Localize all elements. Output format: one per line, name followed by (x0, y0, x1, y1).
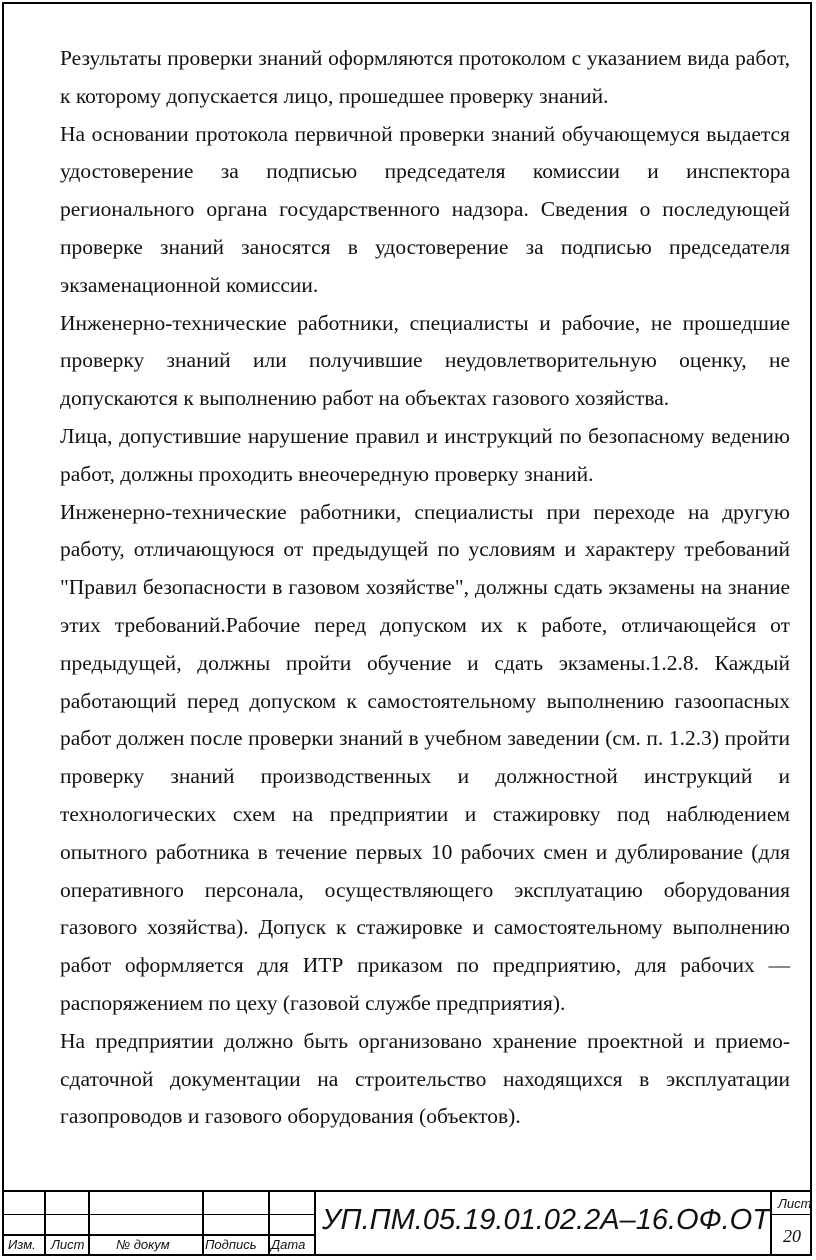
sheet-number: 20 (783, 1226, 801, 1246)
paragraph: Инженерно-технические работники, специалисты и рабочие, не прошедшие проверку знаний или получившие неудовлетворительную оценку, не допускаются к выполнению работ на объектах газового хозяйства. (60, 310, 790, 411)
stamp-row-line (4, 1234, 314, 1236)
stamp-row-line (770, 1214, 810, 1215)
stamp-label-doc: № докум (116, 1237, 170, 1252)
paragraph: Инженерно-технические работники, специалисты при переходе на другую работу, отличающуюся от предыдущей по условиям и характеру требований "Правил безопасности в газовом хозяйстве", должны сдать экзамены на знание этих требований.Рабочие перед допуском их к работе, отличающейся от предыдущей, должны пройти обучение и сдать экзамены.1.2.8. Каждый работающий перед допуском к самостоятельному выполнению газоопасных работ должен после проверки знаний в учебном заведении (см. п. 1.2.3) пройти проверку знаний производственных и должностной инструкций и технологических схем на предприятии и стажировку под наблюдением опытного работника в течение первых 10 рабочих смен и дублирование (для оперативного персонала, осуществляющего эксплуатацию оборудования газового хозяйства). Допуск к стажировке и самостоятельному выполнению работ оформляется для ИТР приказом по предприятию, для рабочих — распоряжением по цеху (газовой службе предприятия). (60, 499, 790, 1015)
stamp-divider (202, 1192, 204, 1254)
stamp-label-list: Лист (51, 1237, 85, 1252)
stamp-label-sheet: Лист (778, 1196, 812, 1211)
stamp-label-izm: Изм. (8, 1237, 36, 1252)
paragraph: На основании протокола первичной проверки знаний обучающемуся выдается удостоверение за подписью председателя комиссии и инспектора регионального органа государственного надзора. Сведения о последующей проверке знаний заносятся в удостоверение за подписью председателя экзаменационной комиссии. (60, 121, 790, 297)
stamp-divider (44, 1192, 46, 1254)
paragraph: На предприятии должно быть организовано хранение проектной и приемо-сдаточной документации на строительство находящихся в эксплуатации газопроводов и газового оборудования (объектов). (60, 1028, 790, 1129)
stamp-divider (88, 1192, 90, 1254)
stamp-divider (770, 1192, 772, 1254)
stamp-label-date: Дата (271, 1237, 306, 1252)
stamp-label-sign: Подпись (205, 1237, 257, 1252)
paragraph: Результаты проверки знаний оформляются протоколом с указанием вида работ, к которому допускается лицо, прошедшее проверку знаний. (60, 46, 790, 108)
paragraph: Лица, допустившие нарушение правил и инструкций по безопасному ведению работ, должны проходить внеочередную проверку знаний. (60, 423, 790, 486)
document-code: УП.ПМ.05.19.01.02.2А–16.ОФ.ОТ (322, 1204, 770, 1236)
stamp-divider (268, 1192, 270, 1254)
title-block-stamp (4, 1190, 810, 1254)
stamp-row-line (4, 1214, 314, 1215)
document-body (60, 40, 790, 1136)
stamp-divider (314, 1192, 316, 1254)
